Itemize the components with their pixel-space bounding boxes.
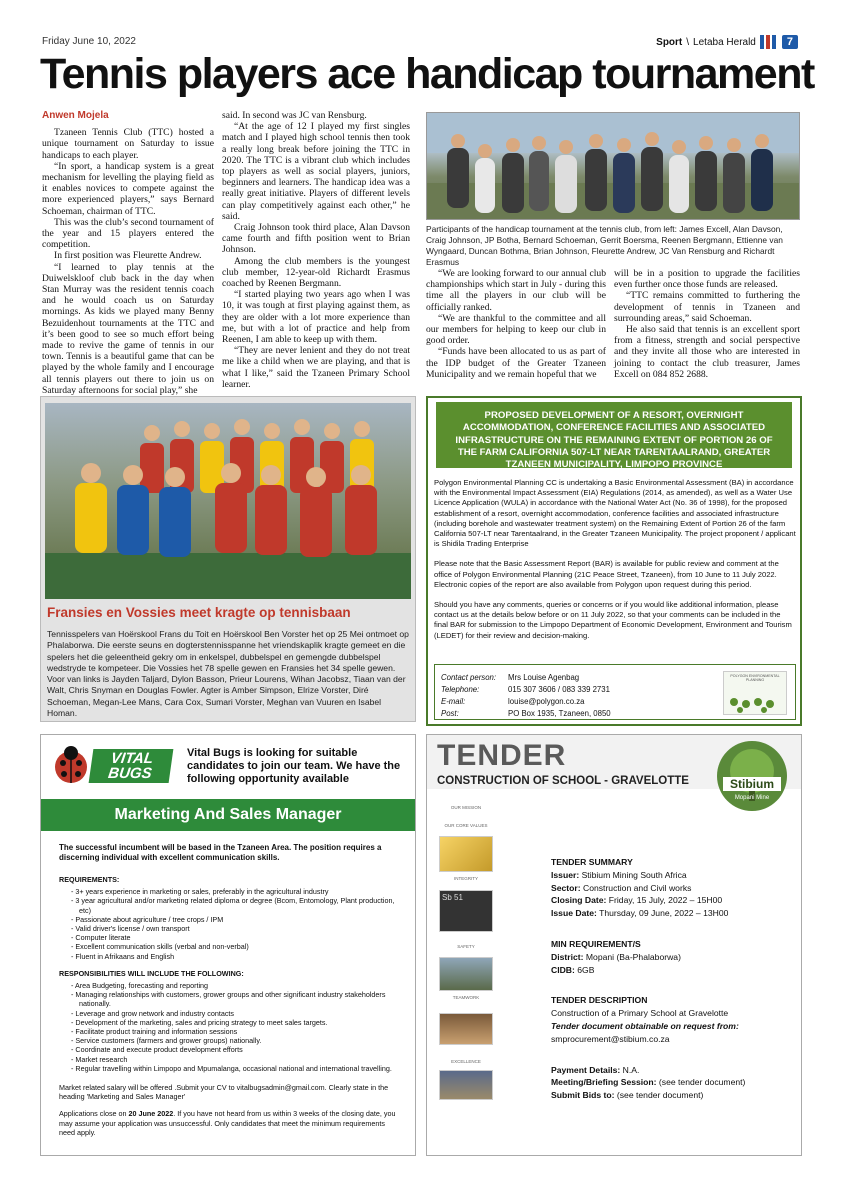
page-number: 7 [782, 35, 798, 49]
cidb-label: CIDB: [551, 964, 575, 975]
team-photo-illustration [45, 403, 411, 599]
paragraph: Craig Johnson took third place, Alan Davson came fourth and fifth position went to Brian Johnson. [222, 222, 410, 256]
stibium-logo-sub: Mopani Mine [734, 795, 770, 801]
closing-date: 20 June 2022 [128, 1109, 174, 1119]
cidb-row [551, 964, 791, 977]
list-item: - Regular travelling within Limpopo and Mpumalanga, occasional national and international travelling. [71, 1063, 392, 1073]
value-image-strip [439, 799, 493, 1149]
polygon-logo-icon [724, 682, 786, 716]
list-item: - Passionate about agriculture / tree crops / IPM [71, 914, 224, 924]
article-column-2 [222, 110, 410, 390]
contact-label: Contact person: [441, 673, 497, 682]
antimony-element-image: Sb 51 [439, 890, 493, 932]
notice-paragraph-2: Please note that the Basic Assessment Report (BAR) is available for public review and comment at the office of Polygon Environmental Planning (21C Peace Street, Tzaneen), from 10 June to 11 July 2022. Electronic copies of the report are also available from Polygon upon request during this period. [434, 559, 779, 589]
paragraph: “I started playing two years ago when I was 10, it was tough at first playing against them, as they are older with a lot more experience than me, but with a lot of practice and help from Reenen, I am able to keep up with them. [222, 289, 410, 346]
byline: Anwen Mojela [42, 110, 109, 121]
school-tennis-photo [45, 403, 411, 599]
paragraph: “We are thankful to the committee and all our members for helping to keep our club in good order. [426, 312, 606, 347]
gold-bars-image [439, 836, 493, 872]
email-value[interactable]: louise@polygon.co.za [508, 697, 585, 706]
issuer-row [551, 869, 791, 882]
phone-label: Telephone: [441, 685, 480, 694]
description-heading: TENDER DESCRIPTION [551, 995, 648, 1006]
strip-label: TEAMWORK [452, 995, 480, 1000]
contact-table [439, 671, 623, 721]
requirements-heading: REQUIREMENTS: [59, 875, 120, 884]
afrikaans-article [40, 396, 416, 722]
paragraph: “At the age of 12 I played my first singles match and I played high school tennis then took a really long break before joining the TTC in 2020. The TTC is a vibrant club which includes top players as well as social players, juniors, beginners and learners. The handicap idea was a really great initiative. Players of different levels can play competitively against each other,” he said. [222, 121, 410, 222]
closing-label: Closing Date: [551, 895, 607, 906]
paragraph: said. In second was JC van Rensburg. [222, 110, 367, 121]
color-bars [760, 35, 778, 49]
strip-label: OUR CORE VALUES [444, 822, 488, 828]
notice-body [434, 478, 796, 641]
closing-value: Friday, 15 July, 2022 – 15H00 [608, 895, 723, 906]
stibium-logo-name: Stibium [723, 777, 781, 791]
list-item: - Valid driver's license / own transport [71, 924, 190, 934]
publication-name: Letaba Herald [693, 36, 756, 48]
list-item: - 3 year agricultural and/or marketing related diploma or degree (Bcom, Entomology, Plant production, etc) [71, 896, 395, 915]
paragraph: “We are looking forward to our annual club championships which start in July - during this time all the players in our club will be officially ranked. [426, 268, 606, 313]
district-row [551, 951, 791, 964]
issuer-label: Issuer: [551, 869, 580, 880]
tender-title: TENDER [437, 739, 567, 772]
list-item: - Computer literate [71, 933, 131, 943]
min-req-heading: MIN REQUIREMENT/S [551, 938, 641, 949]
strip-label: EXCELLENCE [451, 1058, 481, 1064]
issue-date: Friday June 10, 2022 [42, 36, 136, 47]
responsibilities-list [59, 981, 399, 1073]
vital-bugs-advert [40, 734, 416, 1156]
list-item: - Fluent in Afrikaans and English [71, 951, 175, 961]
issue-row [551, 907, 791, 920]
post-label: Post: [441, 709, 459, 718]
closing-note [59, 1109, 399, 1137]
salary-note: Market related salary will be offered .Submit your CV to vitalbugsadmin@gmail.com. Clearly state in the heading 'Marketing and Sales Manager' [59, 1083, 389, 1102]
paragraph: He also said that tennis is an excellent sport from a fitness, strength and social perspective and they invite all those who are interested in joining to contact the club treasurer, James Excell on 084 852 2688. [614, 324, 800, 380]
paragraph: “They are never lenient and they do not treat me like a child when we are playing, and that is what I like,” said the Tzaneen Primary School learner. [222, 345, 410, 390]
tennis-club-photo [426, 112, 800, 220]
tender-subtitle: CONSTRUCTION OF SCHOOL - GRAVELOTTE [437, 775, 689, 787]
contact-value: Mrs Louise Agenbag [508, 673, 580, 682]
tender-advert [426, 734, 802, 1156]
stibium-logo [717, 741, 787, 811]
responsibilities-heading: RESPONSIBILITIES WILL INCLUDE THE FOLLOWING: [59, 968, 244, 978]
list-item: - Development of the marketing, sales and pricing strategy to meet sales targets. [71, 1017, 328, 1027]
requirements-list [59, 887, 399, 961]
article-column-4 [614, 268, 800, 380]
submit-value: (see tender document) [616, 1090, 704, 1101]
list-item: - Coordinate and execute product development efforts [71, 1045, 243, 1055]
paragraph: will be in a position to upgrade the facilities even further once those funds are released. [614, 268, 800, 291]
separator: \ [686, 36, 690, 48]
tender-details [551, 847, 791, 1102]
position-banner: Marketing And Sales Manager [41, 799, 415, 831]
vital-bugs-lead: The successful incumbent will be based in the Tzaneen Area. The position requires a discerning individual with excellent communication skills. [59, 843, 382, 862]
paragraph: “Funds have been allocated to us as part of the IDP budget of the Greater Tzaneen Municipality and we remain hopeful that we [426, 346, 606, 380]
issue-label: Issue Date: [551, 908, 597, 919]
paragraph: This was the club’s second tournament of the year and 15 players entered the competition. [42, 216, 214, 251]
closing-prefix: Applications close on [59, 1109, 129, 1119]
list-item: - Facilitate product training and information sessions [71, 1027, 238, 1037]
sector-label: Sector: [551, 882, 581, 893]
strip-label: OUR MISSION [450, 805, 482, 810]
list-item: - Area Budgeting, forecasting and reporting [71, 981, 209, 991]
payment-row [551, 1064, 791, 1077]
strip-label: INTEGRITY [453, 876, 478, 881]
paragraph: Tzaneen Tennis Club (TTC) hosted a unique tournament on Saturday to issue handicaps to each player. [42, 127, 214, 161]
paragraph: “I learned to play tennis at the Duiwelskloof club back in the day when Stan Murray was the resident tennis coach and he would coach us on Saturday mornings. As kids we played many Benny Bezuidenhout tournaments at the TTC and it’s been good to see so much effort being made to revive the game of tennis in our town. Tennis is a beautiful game that can be played by the whole family and I encourage all tennis players out there to join us on Saturday afternoons for social play,” she [42, 261, 214, 396]
notice-paragraph-1: Polygon Environmental Planning CC is undertaking a Basic Environmental Assessment (BA) in accordance with the Environmental Impact Assessment (EIA) Regulations (2014, as amended), as well as a Water Use Licence Application (WULA) in accordance with the National Water Act (No. 36 of 1998), for the proposed establishment of a resort, overnight accommodation, conference facilities and associated infrastructure (including borehole and wastewater treatment system) on the Remaining Extent of Portion 26 of the farm California 507-LT near Tarentaalrand, in the Greater Tzaneen Municipality. The project proponent / applicant is Shidila Trading Enterprise [434, 478, 796, 549]
page-header-right [656, 35, 798, 49]
section-name: Sport [656, 36, 683, 48]
notice-paragraph-3: Should you have any comments, queries or concerns or if you would like additional information, please contact us at the details below before or on 11 July 2022, so that your comments can be included in the final BAR for submission to the Limpopo Department of Economic Development, Environment and Tourism (LEDET) for their review and decision-making. [434, 600, 792, 640]
meeting-row [551, 1076, 791, 1089]
paragraph: “TTC remains committed to furthering the development of tennis in Tzaneen and surrounding areas,” said Schoeman. [614, 290, 800, 324]
summary-heading: TENDER SUMMARY [551, 857, 633, 867]
district-label: District: [551, 951, 584, 962]
payment-label: Payment Details: [551, 1064, 621, 1075]
sector-row [551, 882, 791, 895]
vital-bugs-intro: Vital Bugs is looking for suitable candidates to join our team. We have the following opportunity available [187, 747, 401, 785]
post-value: PO Box 1935, Tzaneen, 0850 [508, 709, 611, 718]
submit-label: Submit Bids to: [551, 1090, 615, 1101]
district-value: Mopani (Ba-Phalaborwa) [585, 951, 681, 962]
description-text: Construction of a Primary School at Gravelotte [551, 1008, 729, 1019]
polygon-logo [723, 671, 787, 715]
photo-caption: Participants of the handicap tournament at the tennis club, from left: James Excell, Alan Davson, Craig Johnson, JP Botha, Bernard Schoeman, Gerrit Boersma, Reenen Bergmann, Ettienne van Wyngaard, Duncan Bothma, Brian Johnson, Fleurette Andrew, JC Van Rensburg and Richardt Erasmus [426, 224, 783, 267]
article-column-1 [42, 110, 214, 396]
phone-value: 015 307 3606 / 083 339 2731 [508, 685, 610, 694]
contact-block [434, 664, 796, 720]
list-item: - Excellent communication skills (verbal and non-verbal) [71, 942, 249, 952]
submit-row [551, 1089, 791, 1102]
ladybug-icon [51, 745, 91, 785]
payment-value: N.A. [622, 1064, 640, 1075]
afrikaans-body: Tennisspelers van Hoërskool Frans du Toit en Hoërskool Ben Vorster het op 25 Mei ontmoet op Phalaborwa. Die eerste seuns en dogterstennisspanne het vriendskaplik kragte gemeet en die spelers het die geleentheid gekry om in enkelspel, dubbelspel en gemengde dubbelspel wedstryde te kompeteer. Die Vossies het 78 spelle gewen en Fransies het 34 spelle gewen. Voor van links is Jayden Taljard, Dylon Basson, Prieur Lourens, Wihan Jacobsz, Tiaan van der Walt, Chris Snyman en Douglas Fowler. Agter is Amber Simpson, Elrize Vorster, Diré Schoeman, Megan-Lee Mans, Cara Cox, Sumari Vorster, Meghan van Vuuren en Isabel Homan. [47, 629, 409, 719]
workers-image [439, 1013, 493, 1045]
meeting-label: Meeting/Briefing Session: [551, 1077, 657, 1088]
notice-heading: PROPOSED DEVELOPMENT OF A RESORT, OVERNIGHT ACCOMMODATION, CONFERENCE FACILITIES AND ASSOCIATED INFRASTRUCTURE ON THE REMAINING EXTENT OF PORTION 26 OF THE FARM CALIFORNIA 507-LT NEAR TARENTAALRAND, GREATER TZANEEN MUNICIPALITY, LIMPOPO PROVINCE [436, 402, 792, 468]
group-photo-illustration [427, 113, 799, 219]
vital-bugs-body [59, 843, 399, 1137]
list-item: - Leverage and grow network and industry contacts [71, 1008, 235, 1018]
article-column-3 [426, 268, 606, 380]
email-label: E-mail: [441, 697, 466, 706]
cidb-value: 6GB [577, 964, 595, 975]
list-item: - Market research [71, 1054, 128, 1064]
afrikaans-headline: Fransies en Vossies meet kragte op tennisbaan [47, 605, 351, 620]
list-item: - Managing relationships with customers, grower groups and other significant industry stakeholders nationally. [71, 990, 386, 1009]
environmental-notice [426, 396, 802, 726]
obtain-note: Tender document obtainable on request from: [551, 1020, 739, 1031]
page-title: Tennis players ace handicap tournament [40, 50, 814, 98]
paragraph: “In sport, a handicap system is a great mechanism for levelling the playing field as it enables novices to compete against the more experienced players,” says Bernard Schoeman, chairman of TTC. [42, 160, 214, 217]
closing-suffix: . If you have not heard from us within 3 weeks of the closing date, you may assume your application was unsuccessful. Only candidates that meet the minimum requirements need apply. [59, 1109, 396, 1137]
team-image [439, 957, 493, 991]
issue-value: Thursday, 09 June, 2022 – 13H00 [599, 908, 729, 919]
strip-label: SAFETY [457, 943, 475, 949]
list-item: - 3+ years experience in marketing or sales, preferably in the agricultural industry [71, 887, 329, 897]
mine-image [439, 1070, 493, 1100]
paragraph: Among the club members is the youngest club member, 12-year-old Richardt Erasmus coached by Reenen Bergmann. [222, 255, 410, 290]
list-item: - Service customers (farmers and grower groups) nationally. [71, 1036, 262, 1046]
paragraph: In first position was Fleurette Andrew. [54, 250, 202, 262]
vital-bugs-wordmark: VITAL BUGS [89, 749, 174, 783]
vital-bugs-logo [51, 743, 173, 785]
polygon-logo-text: POLYGON ENVIRONMENTAL PLANNING [730, 674, 780, 682]
issuer-value: Stibium Mining South Africa [581, 869, 687, 880]
meeting-value: (see tender document) [658, 1077, 746, 1088]
tender-email[interactable]: smprocurement@stibium.co.za [551, 1033, 670, 1044]
sector-value: Construction and Civil works [583, 882, 692, 893]
closing-row [551, 894, 791, 907]
